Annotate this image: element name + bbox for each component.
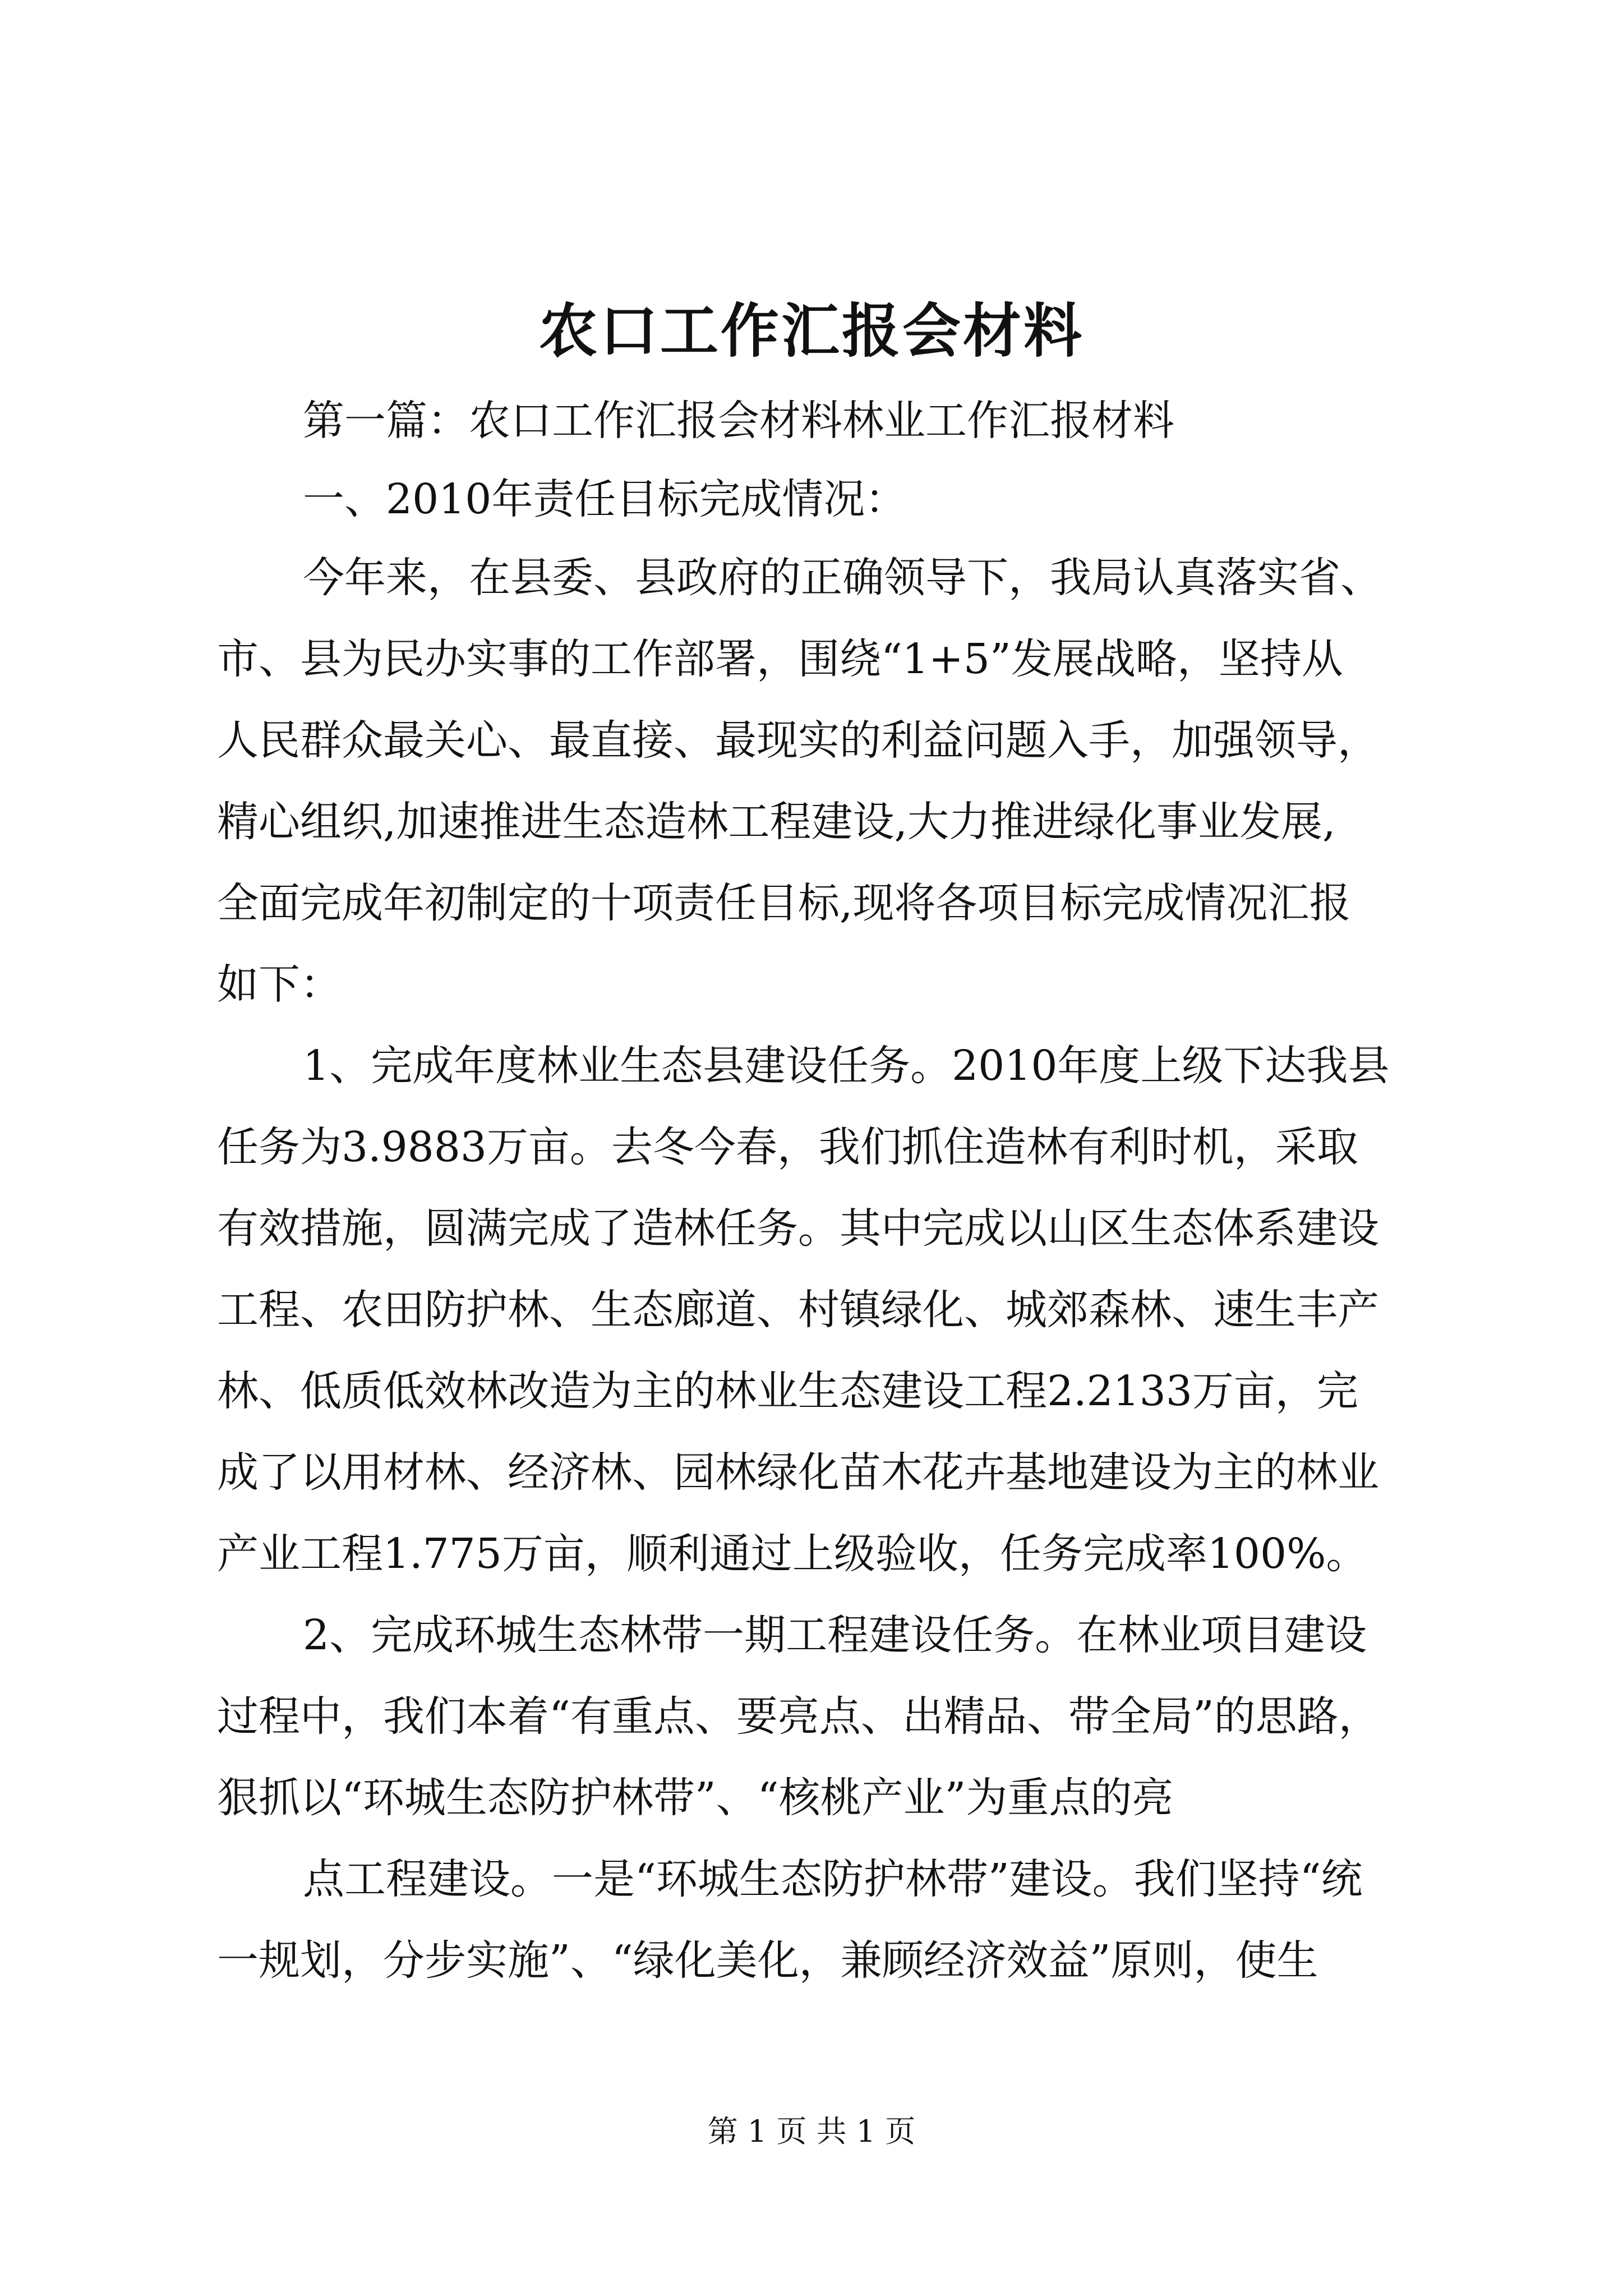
text-line: 市、县为民办实事的工作部署，围绕“1+5”发展战略，坚持从 <box>217 635 1343 683</box>
text-line: 人民群众最关心、最直接、最现实的利益问题入手，加强领导， <box>217 716 1379 765</box>
text-line: 有效措施，圆满完成了造林任务。其中完成以山区生态体系建设 <box>217 1204 1379 1253</box>
document-title: 农口工作汇报会材料 <box>538 296 1084 365</box>
text-line: 过程中，我们本着“有重点、要亮点、出精品、带全局”的思路， <box>217 1692 1380 1741</box>
text-line: 第一篇：农口工作汇报会材料林业工作汇报材料 <box>303 397 1174 445</box>
text-line: 精心组织,加速推进生态造林工程建设,大力推进绿化事业发展, <box>217 798 1336 846</box>
text-line: 1、完成年度林业生态县建设任务。2010年度上级下达我县 <box>303 1042 1390 1090</box>
text-line: 成了以用材林、经济林、园林绿化苗木花卉基地建设为主的林业 <box>217 1448 1379 1497</box>
text-line: 点工程建设。一是“环城生态防护林带”建设。我们坚持“统 <box>303 1855 1363 1903</box>
text-line: 一规划，分步实施”、“绿化美化，兼顾经济效益”原则，使生 <box>217 1936 1318 1985</box>
text-line: 今年来，在县委、县政府的正确领导下，我局认真落实省、 <box>303 554 1382 602</box>
text-line: 产业工程1.775万亩，顺利通过上级验收，任务完成率100%。 <box>217 1530 1368 1578</box>
text-line: 林、低质低效林改造为主的林业生态建设工程2.2133万亩，完 <box>217 1367 1358 1415</box>
text-line: 一、2010年责任目标完成情况： <box>303 475 907 523</box>
page-number: 第 1 页 共 1 页 <box>707 2114 916 2149</box>
text-line: 全面完成年初制定的十项责任目标,现将各项目标完成情况汇报 <box>217 879 1351 927</box>
text-line: 2、完成环城生态林带一期工程建设任务。在林业项目建设 <box>303 1611 1367 1659</box>
text-line: 如下： <box>217 960 342 1009</box>
text-line: 工程、农田防护林、生态廊道、村镇绿化、城郊森林、速生丰产 <box>217 1286 1379 1334</box>
text-line: 任务为3.9883万亩。去冬今春，我们抓住造林有利时机，采取 <box>217 1123 1358 1171</box>
text-line: 狠抓以“环城生态防护林带”、“核桃产业”为重点的亮 <box>217 1774 1174 1822</box>
